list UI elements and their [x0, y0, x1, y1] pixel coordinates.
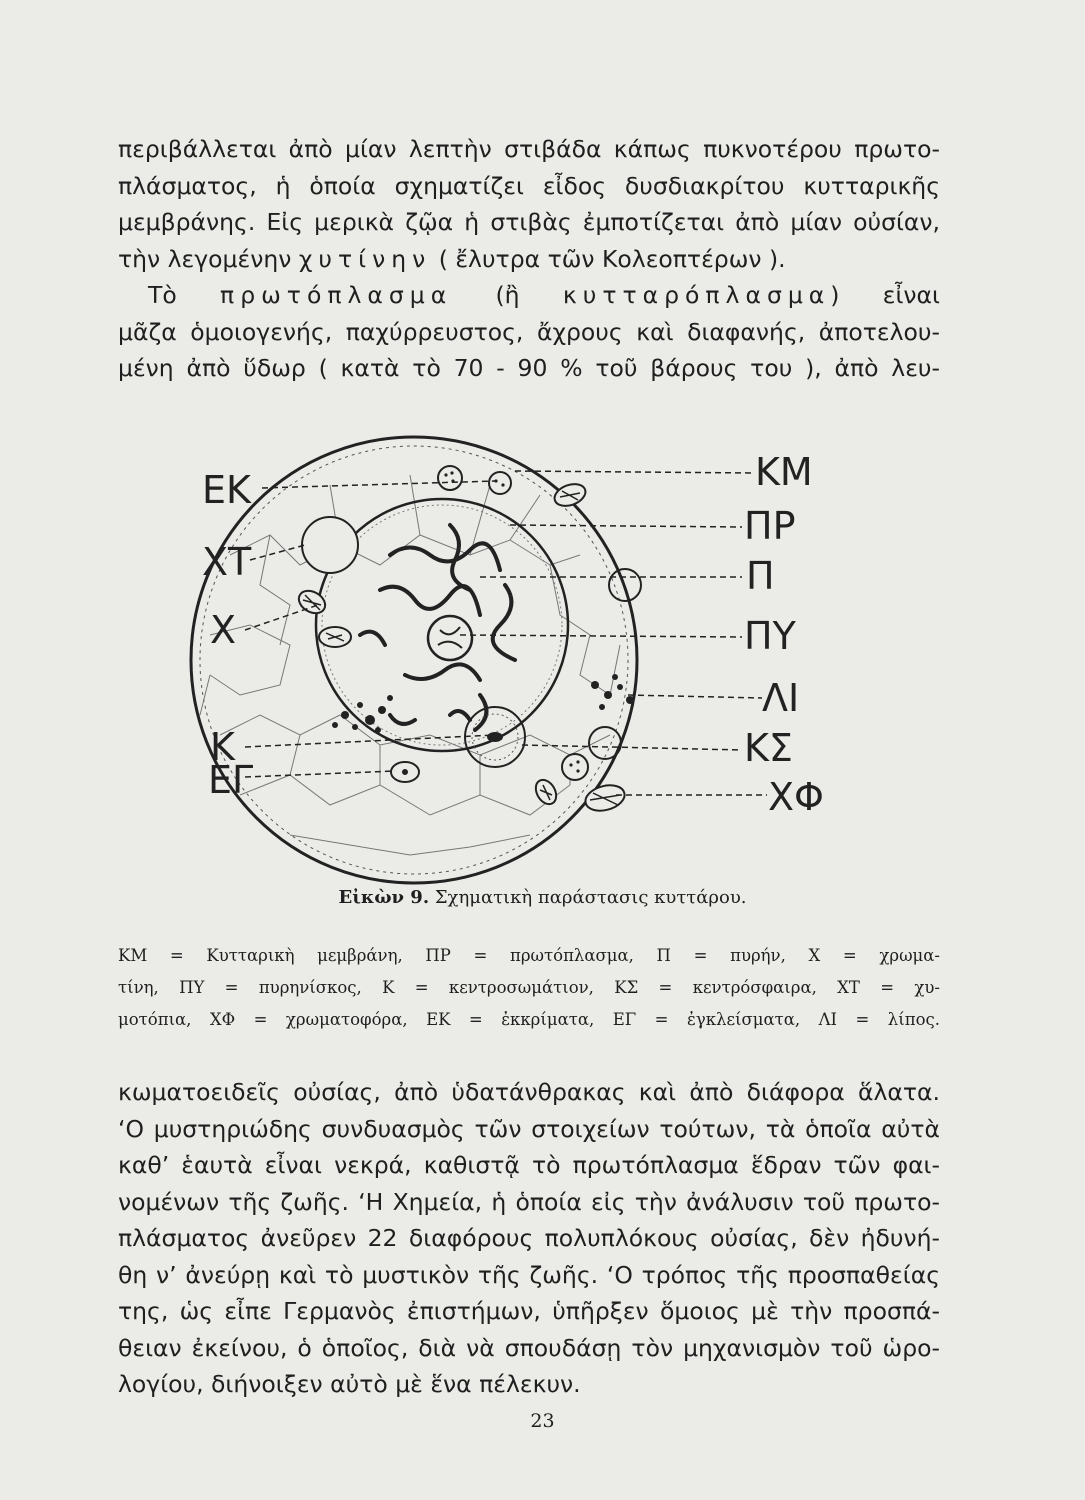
figure-title: Σχηματικὴ παράστασις κυττάρου.	[434, 887, 747, 908]
centrosome	[487, 732, 503, 742]
legend-line: ΚΜ = Κυτταρικὴ μεμβράνη, ΠΡ = πρωτόπλασμα, Π = πυρήν, Χ = χρωμα-	[118, 946, 940, 965]
cell-diagram	[150, 415, 850, 885]
label-p: Π	[746, 554, 775, 598]
text-line: πλάσματος, ἡ ὁποία σχηματίζει εἶδος δυσδιακρίτου κυτταρικῆς	[118, 171, 940, 200]
text-run: (ἢ	[452, 281, 563, 309]
emphasis-term: πρωτόπλασμα	[220, 281, 453, 309]
labels-right	[744, 450, 824, 819]
paragraph-top	[118, 131, 940, 387]
text-line: πλάσματος ἀνεῦρεν 22 διαφόρους πολυπλόκους οὐσίας, δὲν ἠδυνή-	[118, 1224, 940, 1252]
label-eg: ΕΓ	[208, 758, 254, 802]
labels-left	[202, 468, 253, 802]
legend-line: μοτόπια, ΧΦ = χρωματοφόρα, ΕΚ = ἐκκρίματα, ΕΓ = ἐγκλείσματα, ΛΙ = λίπος.	[118, 1010, 940, 1029]
text-line: καθ’ ἑαυτὰ εἶναι νεκρά, καθιστᾷ τὸ πρωτόπλασμα ἕδραν τῶν φαι-	[118, 1151, 940, 1179]
legend-line: τίνη, ΠΥ = πυρηνίσκος, Κ = κεντροσωμάτιον, ΚΣ = κεντρόσφαιρα, ΧΤ = χυ-	[118, 978, 940, 997]
vacuole	[302, 517, 358, 573]
text-run: ( ἔλυτρα τῶν Κολεοπτέρων ).	[431, 244, 786, 273]
label-chf: ΧΦ	[768, 775, 824, 819]
text-line: κωματοειδεῖς οὐσίας, ἀπὸ ὑδατάνθρακας καὶ ἀπὸ διάφορα ἅλατα.	[118, 1078, 940, 1106]
secretions	[438, 466, 588, 780]
page-number: 23	[530, 1410, 555, 1432]
label-km: ΚΜ	[755, 450, 813, 494]
label-k: Κ	[210, 725, 235, 769]
paragraph-bottom	[118, 1074, 940, 1403]
nucleolus	[428, 616, 472, 660]
label-li: ΛΙ	[762, 676, 800, 720]
label-pr: ΠΡ	[744, 504, 796, 548]
figure-legend	[118, 940, 940, 1036]
label-cht: ΧΤ	[202, 540, 252, 584]
text-line: περιβάλλεται ἀπὸ μίαν λεπτὴν στιβάδα κάπως πυκνοτέρου πρωτο-	[118, 135, 940, 163]
text-run: τὴν λεγομένην	[118, 244, 299, 273]
text-line	[118, 277, 940, 314]
emphasis-term: κυτταρόπλασμα	[562, 281, 831, 309]
cytoplasm-network	[200, 475, 620, 855]
text-line: της, ὡς εἶπε Γερμανὸς ἐπιστήμων, ὑπῆρξεν ὅμοιος μὲ τὴν προσπά-	[118, 1297, 940, 1325]
figure-caption	[0, 887, 1085, 908]
label-ek: ΕΚ	[202, 468, 251, 512]
text-line: μᾶζα ὁμοιογενής, παχύρρευστος, ἄχρους καὶ διαφανής, ἀποτελου-	[118, 317, 940, 346]
chromatin	[360, 525, 515, 730]
text-line: θη ν’ ἀνεύρῃ καὶ τὸ μυστικὸν τῆς ζωῆς. ‘Ο τρόπος τῆς προσπαθείας	[118, 1260, 940, 1289]
text-line: μεμβράνης. Εἰς μερικὰ ζῷα ἡ στιβὰς ἐμποτίζεται ἀπὸ μίαν οὐσίαν,	[118, 208, 940, 236]
label-ks: ΚΣ	[744, 726, 793, 770]
text-run: ) εἶναι	[830, 281, 940, 309]
label-ch: Χ	[210, 608, 237, 652]
label-py: ΠΥ	[744, 614, 796, 658]
text-run: Τὸ	[148, 281, 221, 309]
text-line	[118, 241, 940, 278]
text-line: θειαν ἐκείνου, ὁ ὁποῖος, διὰ νὰ σπουδάσῃ τὸν μηχανισμὸν τοῦ ὡρο-	[118, 1333, 940, 1362]
figure-number: Εἰκὼν 9.	[338, 887, 430, 908]
text-line: λογίου, διήνοιξεν αὐτὸ μὲ ἕνα πέλεκυν.	[118, 1370, 581, 1398]
text-line: μένη ἀπὸ ὕδωρ ( κατὰ τὸ 70 - 90 % τοῦ βάρους του ), ἀπὸ λευ-	[118, 354, 940, 382]
text-line: νομένων τῆς ζωῆς. ‘Η Χημεία, ἡ ὁποία εἰς τὴν ἀνάλυσιν τοῦ πρωτο-	[118, 1187, 940, 1216]
emphasis-term: χυτίνην	[298, 244, 432, 273]
text-line: ‘Ο μυστηριώδης συνδυασμὸς τῶν στοιχείων τούτων, τὰ ὁποῖα αὐτὰ	[118, 1114, 940, 1143]
